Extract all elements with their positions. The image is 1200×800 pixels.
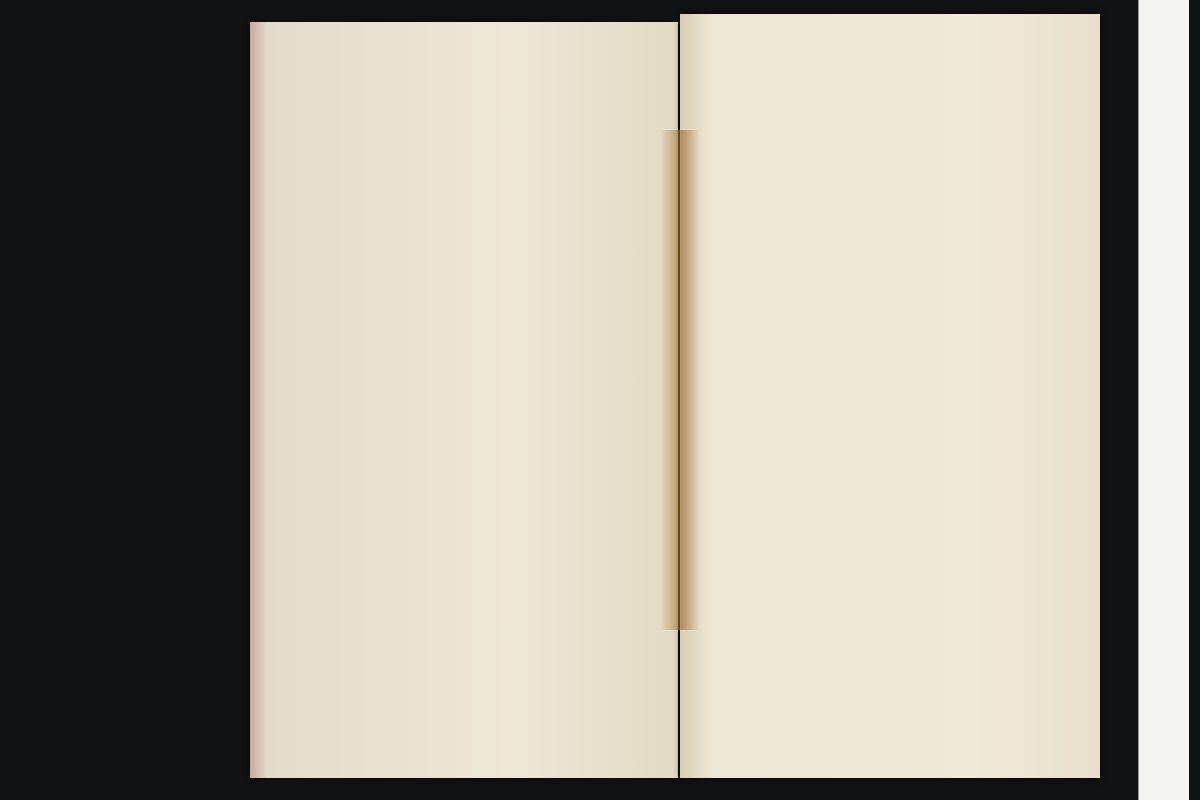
measurement-ruler: [1138, 0, 1189, 800]
right-page: [680, 14, 1100, 778]
book-gutter: [660, 130, 700, 630]
left-page: [250, 22, 678, 778]
